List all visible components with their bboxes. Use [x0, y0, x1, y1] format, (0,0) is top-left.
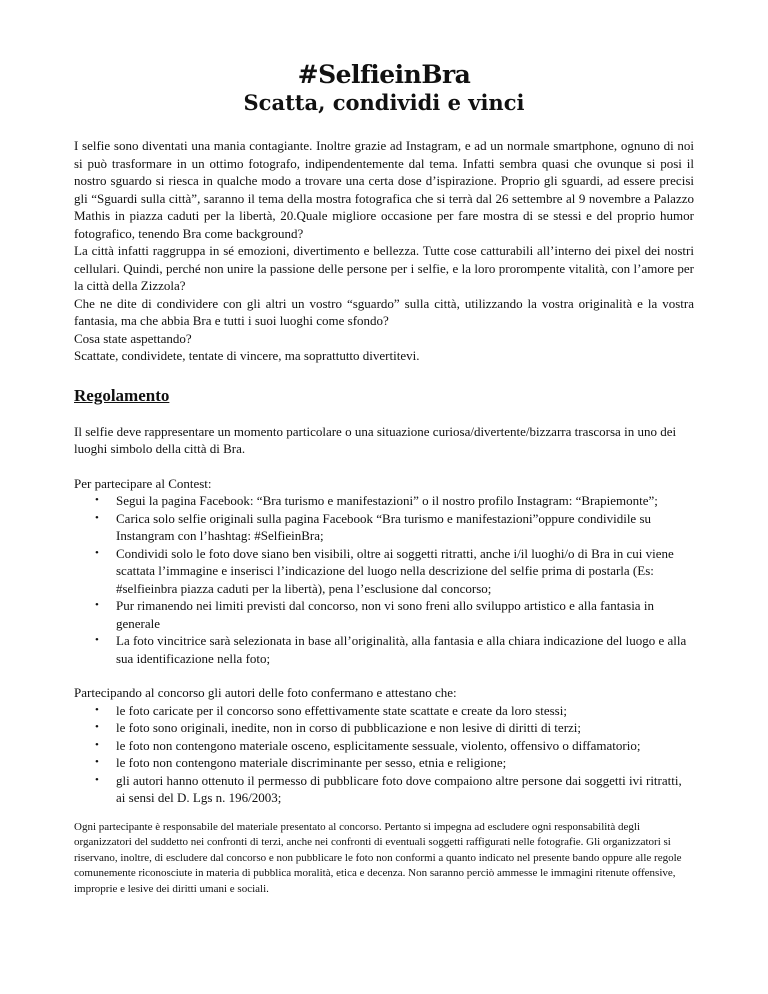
- bullet-icon: •: [95, 634, 99, 646]
- list-item: [95, 632, 694, 667]
- intro-paragraph: I selfie sono diventati una mania contagiante. Inoltre grazie ad Instagram, e ad un normale smartphone, ognuno di noi si può trasformare in un ottimo fotografo, indipendentemente dal tema. Infatti sembra quasi che ovunque si posi il nostro sguardo si riesca in qualche modo a trovare una certa dose d’ispirazione. Proprio gli sguardi, ad essere precisi gli “Sguardi sulla città”, saranno il tema della mostra fotografica che si terrà dal 26 settembre al 9 novembre a Palazzo Mathis in piazza caduti per la libertà, 20.Quale migliore occasione per fare mostra di se stessi e del proprio humor fotografico, tenendo Bra come background?: [74, 138, 694, 241]
- list-item: [95, 737, 694, 755]
- document-page: [74, 60, 694, 897]
- participate-block: [74, 475, 694, 668]
- bullet-icon: •: [95, 599, 99, 611]
- bullet-icon: •: [95, 721, 99, 733]
- authors-block: [74, 684, 694, 807]
- disclaimer-text: Ogni partecipante è responsabile del materiale presentato al concorso. Pertanto si impegna ad escludere ogni responsabilità degli organizzatori del suddetto nei confronti di terzi, anche nei confronti di eventuali soggetti raffigurati nelle fotografie. Gli organizzatori si riservano, inoltre, di escludere dal concorso e non pubblicare le foto non conformi a quanto indicato nel presente bando oppure alle regole comunemente riconosciute in materia di pubblica moralità, etica e decenza. Non saranno perciò ammesse le immagini ritenute offensive, improprie e lesive dei diritti umani e sociali.: [74, 820, 682, 895]
- list-item: [95, 545, 694, 598]
- list-item: [95, 719, 694, 737]
- list-item-text: Carica solo selfie originali sulla pagina Facebook “Bra turismo e manifestazioni”oppure condividile su Instangram con l’hashtag: #SelfieinBra;: [116, 510, 652, 543]
- bullet-icon: •: [95, 511, 99, 524]
- bullet-icon: •: [95, 738, 99, 751]
- authors-list: [74, 702, 694, 807]
- bullet-icon: •: [95, 756, 99, 768]
- intro-paragraph: La città infatti raggruppa in sé emozioni, divertimento e bellezza. Tutte cose catturabili all’interno dei pixel dei nostri cellulari. Quindi, perché non unire la passione delle persone per i selfie, e la loro prorompente vitalità, con l’amore per la città della Zizzola?: [74, 243, 694, 293]
- bullet-icon: •: [95, 494, 99, 506]
- list-item-text: le foto sono originali, inedite, non in corso di pubblicazione e non lesive di diritti di terzi;: [116, 720, 582, 735]
- participate-intro: Per partecipare al Contest:: [74, 475, 212, 491]
- list-item-text: le foto non contengono materiale discriminante per sesso, etnia e religione;: [116, 755, 507, 770]
- list-item-text: le foto caricate per il concorso sono effettivamente state scattate e create da loro stessi;: [116, 702, 567, 718]
- list-item-text: La foto vincitrice sarà selezionata in base all’originalità, alla fantasia e alla chiara indicazione del luogo e alla sua identificazione nella foto;: [116, 633, 687, 666]
- disclaimer-block: [74, 820, 694, 898]
- regolamento-description: Il selfie deve rappresentare un momento particolare o una situazione curiosa/divertente/bizzarra trascorsa in uno dei luoghi simbolo della città di Bra.: [74, 423, 677, 456]
- intro-section: [74, 137, 694, 365]
- list-item-text: Condividi solo le foto dove siano ben visibili, oltre ai soggetti ritratti, anche i/il luoghi/o di Bra in cui viene scattata l’immagine e inserisci l’indicazione del luogo nella descrizione del selfie prima di postarla (Es: #selfieinbra piazza caduti per la libertà), pena l’esclusione dal concorso;: [116, 545, 674, 596]
- document-title: #SelfieinBra: [297, 60, 471, 89]
- list-item: [95, 492, 694, 510]
- list-item: [95, 702, 694, 720]
- bullet-icon: •: [95, 773, 99, 786]
- list-item: [95, 772, 694, 807]
- bullet-icon: •: [95, 703, 99, 716]
- document-subtitle: Scatta, condividi e vinci: [243, 90, 525, 115]
- intro-paragraph: Scattate, condividete, tentate di vincere, ma soprattutto divertitevi.: [74, 348, 420, 363]
- list-item: [95, 754, 694, 772]
- list-item-text: Pur rimanendo nei limiti previsti dal concorso, non vi sono freni allo sviluppo artistico e alla fantasia in generale: [116, 598, 654, 631]
- intro-paragraph: Cosa state aspettando?: [74, 330, 192, 346]
- authors-intro: Partecipando al concorso gli autori delle foto confermano e attestano che:: [74, 685, 457, 700]
- list-item-text: Segui la pagina Facebook: “Bra turismo e manifestazioni” o il nostro profilo Instagram: “Brapiemonte”;: [116, 493, 658, 508]
- intro-paragraph: Che ne dite di condividere con gli altri un vostro “sguardo” sulla città, utilizzando la vostra originalità e la vostra fantasia, ma che abbia Bra e tutti i suoi luoghi come sfondo?: [74, 295, 694, 328]
- regolamento-heading: Regolamento: [74, 385, 170, 405]
- participate-list: [74, 492, 694, 667]
- list-item: [95, 510, 694, 545]
- list-item-text: gli autori hanno ottenuto il permesso di pubblicare foto dove compaiono altre persone dai soggetti ivi ritratti, ai sensi del D. Lgs n. 196/2003;: [116, 772, 682, 805]
- bullet-icon: •: [95, 546, 99, 559]
- list-item: [95, 597, 694, 632]
- list-item-text: le foto non contengono materiale osceno, esplicitamente sessuale, violento, offensivo o diffamatorio;: [116, 737, 641, 753]
- regolamento-description-block: [74, 423, 694, 458]
